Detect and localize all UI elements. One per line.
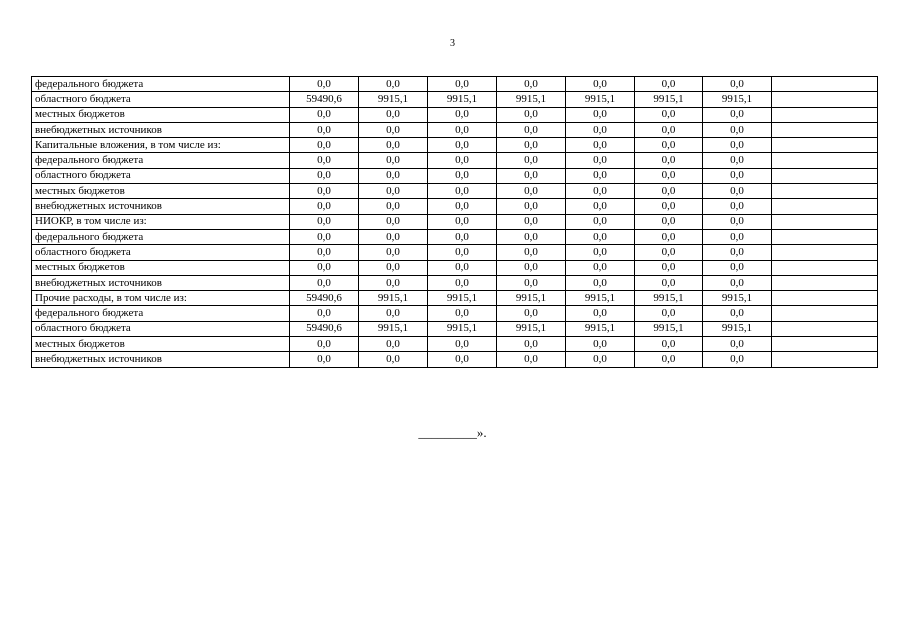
page-number: 3 [450,38,455,49]
row-label: федерального бюджета [32,306,290,321]
table-cell: 0,0 [703,168,772,183]
table-cell: 0,0 [566,77,635,92]
table-cell: 9915,1 [428,321,497,336]
table-cell [772,138,878,153]
table-cell: 0,0 [566,168,635,183]
table-cell [772,275,878,290]
table-cell [772,122,878,137]
table-cell: 0,0 [703,77,772,92]
table-cell: 0,0 [290,184,359,199]
table-cell: 0,0 [428,153,497,168]
table-cell: 0,0 [290,337,359,352]
table-cell [772,107,878,122]
table-cell: 9915,1 [428,291,497,306]
table-cell: 0,0 [635,214,703,229]
table-cell: 59490,6 [290,321,359,336]
row-label: областного бюджета [32,321,290,336]
table-cell: 0,0 [635,153,703,168]
table-row [32,138,878,153]
table-cell: 0,0 [428,229,497,244]
table-cell: 9915,1 [359,92,428,107]
table-cell: 0,0 [703,306,772,321]
table-cell: 0,0 [359,275,428,290]
row-label: внебюджетных источников [32,352,290,367]
table-row [32,107,878,122]
table-cell: 0,0 [703,260,772,275]
table-cell: 0,0 [497,260,566,275]
row-label: внебюджетных источников [32,199,290,214]
table-cell: 0,0 [290,275,359,290]
table-cell: 0,0 [290,245,359,260]
row-label: областного бюджета [32,168,290,183]
table-cell: 0,0 [290,138,359,153]
table-row [32,122,878,137]
table-row [32,245,878,260]
table-cell: 0,0 [497,199,566,214]
table-cell [772,168,878,183]
table-row [32,153,878,168]
table-cell: 0,0 [497,306,566,321]
table-cell: 0,0 [428,77,497,92]
table-cell: 0,0 [703,337,772,352]
budget-table-body [32,77,878,368]
table-row [32,92,878,107]
table-cell: 0,0 [497,214,566,229]
closing-mark: _________». [418,425,487,440]
table-cell: 0,0 [428,184,497,199]
table-cell: 0,0 [566,153,635,168]
table-cell: 0,0 [428,214,497,229]
table-cell [772,229,878,244]
table-cell: 9915,1 [703,92,772,107]
row-label: Капитальные вложения, в том числе из: [32,138,290,153]
table-cell: 9915,1 [359,321,428,336]
table-cell: 0,0 [359,184,428,199]
table-cell: 59490,6 [290,92,359,107]
table-cell: 9915,1 [359,291,428,306]
table-cell: 0,0 [703,352,772,367]
table-cell: 9915,1 [566,321,635,336]
table-cell: 0,0 [359,229,428,244]
table-cell: 0,0 [635,77,703,92]
table-cell: 0,0 [428,306,497,321]
table-cell: 0,0 [359,306,428,321]
table-row [32,184,878,199]
table-cell: 9915,1 [497,291,566,306]
table-cell: 0,0 [497,245,566,260]
table-cell: 0,0 [359,199,428,214]
table-cell: 0,0 [359,260,428,275]
table-cell: 0,0 [428,199,497,214]
table-cell: 0,0 [635,352,703,367]
table-cell: 0,0 [566,275,635,290]
table-cell: 9915,1 [497,321,566,336]
table-cell: 9915,1 [635,92,703,107]
table-cell: 0,0 [359,352,428,367]
table-cell: 0,0 [290,229,359,244]
table-row [32,275,878,290]
table-cell: 0,0 [497,229,566,244]
table-row [32,291,878,306]
table-cell: 0,0 [428,337,497,352]
table-cell: 0,0 [566,229,635,244]
table-cell [772,199,878,214]
table-cell [772,245,878,260]
table-cell: 0,0 [428,245,497,260]
table-cell [772,92,878,107]
table-cell: 0,0 [635,184,703,199]
table-cell: 0,0 [359,107,428,122]
table-cell: 0,0 [703,229,772,244]
table-cell: 0,0 [497,352,566,367]
table-cell: 0,0 [428,138,497,153]
table-cell [772,352,878,367]
table-cell: 0,0 [566,214,635,229]
table-cell: 0,0 [359,153,428,168]
table-cell: 59490,6 [290,291,359,306]
table-cell: 0,0 [566,184,635,199]
table-cell: 0,0 [703,107,772,122]
table-cell: 0,0 [359,122,428,137]
row-label: областного бюджета [32,245,290,260]
table-cell: 0,0 [359,214,428,229]
table-cell: 9915,1 [566,92,635,107]
table-cell: 0,0 [566,260,635,275]
table-cell: 0,0 [290,122,359,137]
table-cell: 0,0 [359,138,428,153]
table-cell: 0,0 [566,306,635,321]
row-label: местных бюджетов [32,184,290,199]
table-cell [772,260,878,275]
table-row [32,321,878,336]
table-cell: 0,0 [566,337,635,352]
table-row [32,352,878,367]
table-cell: 0,0 [428,107,497,122]
table-row [32,77,878,92]
table-cell: 0,0 [290,107,359,122]
table-row [32,199,878,214]
table-cell [772,306,878,321]
table-cell: 0,0 [428,168,497,183]
table-cell: 0,0 [428,260,497,275]
table-cell: 0,0 [290,77,359,92]
table-row [32,337,878,352]
table-cell: 0,0 [497,168,566,183]
table-row [32,260,878,275]
table-cell: 0,0 [703,138,772,153]
table-cell: 0,0 [290,352,359,367]
table-cell: 0,0 [566,107,635,122]
table-cell: 0,0 [566,122,635,137]
table-cell: 0,0 [566,199,635,214]
table-cell: 9915,1 [635,321,703,336]
row-label: федерального бюджета [32,77,290,92]
table-cell: 0,0 [428,352,497,367]
table-cell: 0,0 [497,122,566,137]
row-label: местных бюджетов [32,337,290,352]
table-cell: 0,0 [703,275,772,290]
table-cell: 0,0 [566,138,635,153]
table-cell [772,77,878,92]
table-cell: 0,0 [566,245,635,260]
row-label: областного бюджета [32,92,290,107]
table-cell: 0,0 [703,199,772,214]
table-cell: 0,0 [635,260,703,275]
table-cell: 0,0 [290,168,359,183]
table-cell: 0,0 [635,245,703,260]
table-cell: 0,0 [497,275,566,290]
table-cell: 0,0 [290,199,359,214]
row-label: Прочие расходы, в том числе из: [32,291,290,306]
table-cell: 0,0 [703,245,772,260]
table-cell: 0,0 [635,229,703,244]
table-cell: 0,0 [359,168,428,183]
table-row [32,214,878,229]
table-cell: 0,0 [359,337,428,352]
table-cell: 0,0 [359,77,428,92]
table-cell: 0,0 [566,352,635,367]
table-cell: 0,0 [290,260,359,275]
table-cell: 9915,1 [428,92,497,107]
table-cell: 0,0 [359,245,428,260]
table-cell: 9915,1 [497,92,566,107]
table-cell: 0,0 [635,107,703,122]
table-cell: 0,0 [635,122,703,137]
table-cell: 0,0 [290,153,359,168]
row-label: местных бюджетов [32,260,290,275]
table-cell: 0,0 [635,337,703,352]
table-cell: 0,0 [497,138,566,153]
table-cell: 0,0 [497,153,566,168]
table-cell: 9915,1 [703,291,772,306]
table-cell: 0,0 [497,77,566,92]
table-cell: 0,0 [497,107,566,122]
table-row [32,229,878,244]
row-label: федерального бюджета [32,229,290,244]
table-cell: 0,0 [635,168,703,183]
table-cell [772,184,878,199]
row-label: внебюджетных источников [32,275,290,290]
row-label: НИОКР, в том числе из: [32,214,290,229]
budget-table [31,76,878,368]
table-cell [772,214,878,229]
table-cell [772,337,878,352]
table-cell: 0,0 [703,214,772,229]
table-cell [772,321,878,336]
table-cell: 0,0 [428,122,497,137]
table-cell: 9915,1 [635,291,703,306]
table-cell: 0,0 [635,275,703,290]
table-cell: 0,0 [635,138,703,153]
row-label: внебюджетных источников [32,122,290,137]
table-cell: 0,0 [703,153,772,168]
row-label: местных бюджетов [32,107,290,122]
table-cell [772,291,878,306]
table-cell: 0,0 [703,122,772,137]
table-cell: 0,0 [497,184,566,199]
table-row [32,306,878,321]
table-row [32,168,878,183]
row-label: федерального бюджета [32,153,290,168]
table-cell: 0,0 [635,306,703,321]
table-cell: 0,0 [703,184,772,199]
table-cell: 9915,1 [566,291,635,306]
table-cell: 0,0 [497,337,566,352]
table-cell: 9915,1 [703,321,772,336]
table-cell [772,153,878,168]
table-cell: 0,0 [290,306,359,321]
table-cell: 0,0 [635,199,703,214]
table-cell: 0,0 [428,275,497,290]
table-cell: 0,0 [290,214,359,229]
